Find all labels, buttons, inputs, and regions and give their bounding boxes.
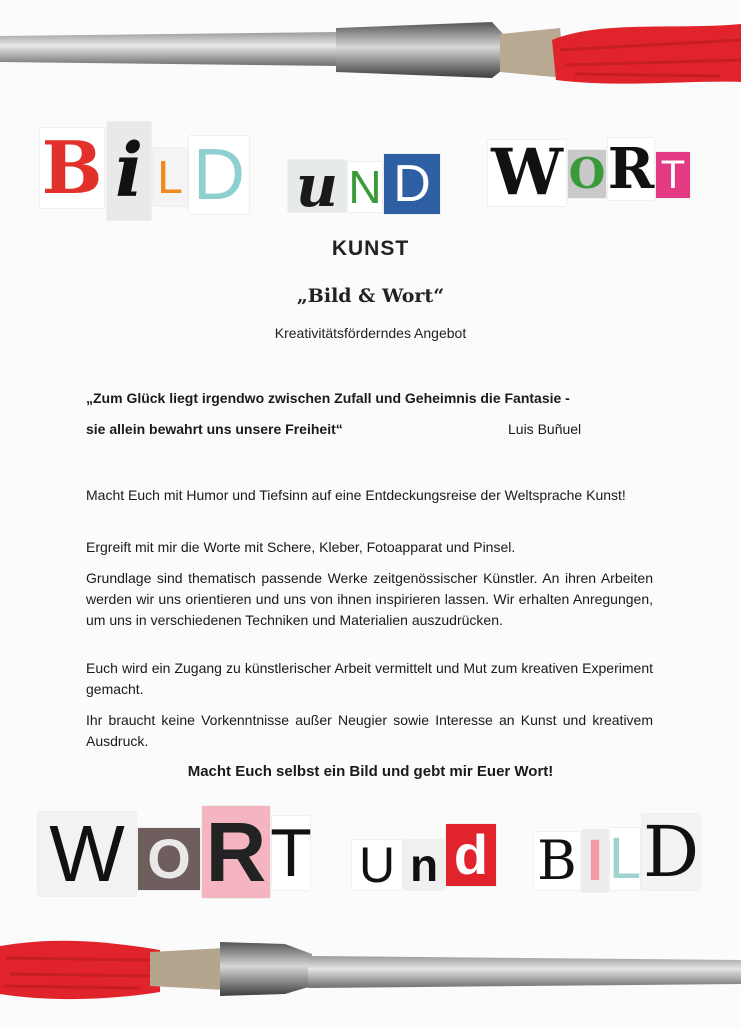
body-paragraph: Macht Euch mit Humor und Tiefsinn auf eine Entdeckungsreise der Weltsprache Kunst! bbox=[86, 487, 626, 503]
body-paragraph: Ergreift mit mir die Worte mit Schere, Kleber, Fotoapparat und Pinsel. bbox=[86, 539, 516, 555]
collage-letter: N bbox=[348, 161, 382, 213]
collage-letter: O bbox=[138, 828, 200, 890]
collage-letter: B bbox=[41, 125, 103, 210]
collage-letter: U bbox=[352, 840, 402, 890]
paintbrush-top-icon bbox=[0, 10, 741, 90]
quote-author: Luis Buñuel bbox=[508, 421, 582, 437]
collage-letter: B bbox=[534, 832, 580, 890]
page-subtitle: „Bild & Wort“ bbox=[296, 285, 445, 307]
body-paragraph: Ihr braucht keine Vorkenntnisse außer Neugier sowie Interesse an Kunst und kreativem Ausdruck. bbox=[86, 712, 653, 749]
collage-letter: D bbox=[642, 811, 700, 893]
quote-line-1: „Zum Glück liegt irgendwo zwischen Zufall und Geheimnis die Fantasie - bbox=[86, 390, 570, 406]
collage-letter: L bbox=[153, 148, 187, 206]
footer-collage bbox=[0, 800, 741, 905]
collage-letter: T bbox=[656, 152, 690, 198]
collage-letter: T bbox=[270, 815, 312, 891]
collage-letter: R bbox=[607, 136, 655, 202]
paintbrush-bottom-icon bbox=[0, 928, 741, 1008]
page-title: KUNST bbox=[331, 237, 410, 260]
offer-label: Kreativitätsförderndes Angebot bbox=[274, 325, 467, 341]
collage-letter: n bbox=[404, 840, 444, 890]
body-paragraph: Grundlage sind thematisch passende Werke zeitgenössischer Künstler. An ihren Arbeiten werden wir uns orientieren und uns von ihnen inspirieren lassen. Wir erhalten Anregungen, um uns in verschiedenen Techniken und Materialien auszudrücken. bbox=[86, 570, 653, 628]
closing-slogan: Macht Euch selbst ein Bild und gebt mir Euer Wort! bbox=[187, 763, 554, 780]
collage-letter: L bbox=[608, 826, 642, 891]
collage-letter: R bbox=[202, 806, 270, 898]
collage-letter: D bbox=[189, 136, 249, 214]
body-paragraph: Euch wird ein Zugang zu künstlerischer Arbeit vermittelt und Mut zum kreativen Experiment gemacht. bbox=[86, 660, 653, 697]
collage-letter: i bbox=[107, 122, 151, 220]
quote-line-2: sie allein bewahrt uns unsere Freiheit“ bbox=[86, 421, 343, 437]
collage-letter: d bbox=[446, 824, 496, 886]
collage-letter: D bbox=[384, 154, 440, 214]
collage-letter: O bbox=[568, 149, 606, 198]
collage-letter: u bbox=[288, 160, 346, 212]
header-collage bbox=[0, 112, 741, 227]
collage-letter: W bbox=[488, 140, 566, 206]
collage-letter: W bbox=[38, 812, 136, 896]
collage-letter: I bbox=[582, 830, 608, 892]
